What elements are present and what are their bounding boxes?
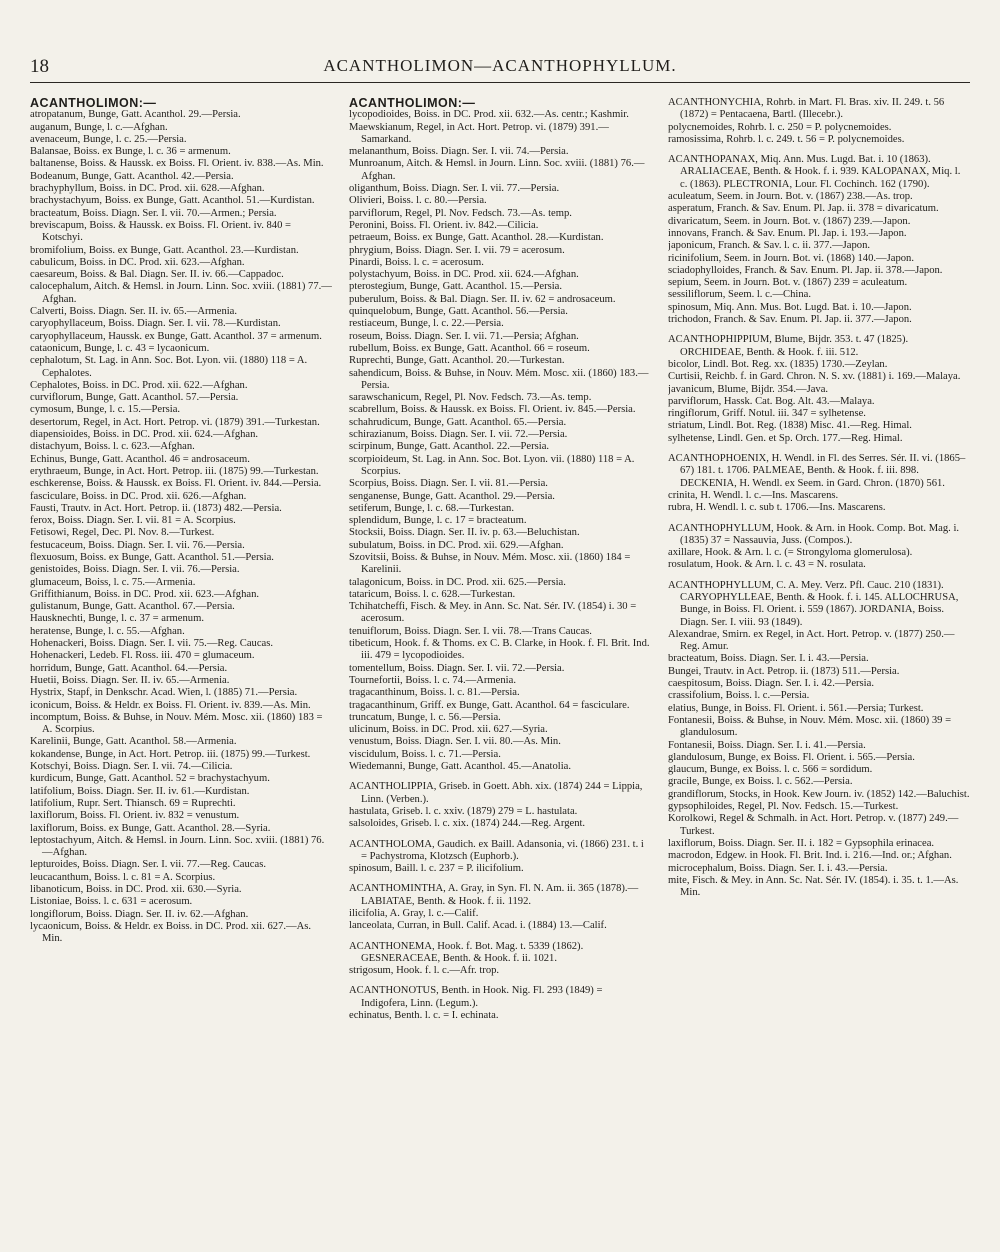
index-entry: polycnemoides, Rohrb. l. c. 250 = P. polycnemoides. xyxy=(668,121,892,133)
index-entry: Listoniae, Boiss. l. c. 631 = acerosum. xyxy=(30,896,193,908)
index-entry: quinquelobum, Bunge, Gatt. Acanthol. 56.—Persia. xyxy=(349,306,568,318)
index-entry: tragacanthinum, Boiss. l. c. 81.—Persia. xyxy=(349,687,520,699)
index-entry: axillare, Hook. & Arn. l. c. (= Strongyloma glomerulosa). xyxy=(668,547,913,559)
index-entry: grandiflorum, Stocks, in Hook. Kew Journ. iv. (1852) 142.—Baluchist. xyxy=(668,788,970,800)
index-entry: Fontanesii, Boiss. Diagn. Ser. I. i. 41.—Persia. xyxy=(668,739,866,751)
index-entry: laxiflorum, Boiss. Diagn. Ser. II. i. 182 = Gypsophila erinacea. xyxy=(668,837,935,849)
index-entry: Cephalotes, Boiss. in DC. Prod. xii. 622.—Afghan. xyxy=(30,379,248,391)
index-entry: fasciculare, Boiss. in DC. Prod. xii. 626.—Afghan. xyxy=(30,490,247,502)
index-entry: Olivieri, Boiss. l. c. 80.—Persia. xyxy=(349,195,487,207)
index-entry: tataricum, Boiss. l. c. 628.—Turkestan. xyxy=(349,588,516,600)
index-entry: sahendicum, Boiss. & Buhse, in Nouv. Mém. Mosc. xii. (1860) 183.—Persia. xyxy=(349,367,649,391)
index-entry: Calverti, Boiss. Diagn. Ser. II. iv. 65.—Armenia. xyxy=(30,306,238,318)
index-entry: tomentellum, Boiss. Diagn. Ser. I. vii. 72.—Persia. xyxy=(349,662,565,674)
index-entry: tibeticum, Hook. f. & Thoms. ex C. B. Clarke, in Hook. f. Fl. Brit. Ind. iii. 479 = lycopodioides. xyxy=(349,638,650,662)
index-entry: spinosum, Baill. l. c. 237 = P. ilicifolium. xyxy=(349,863,524,875)
index-entry: desertorum, Regel, in Act. Hort. Petrop. vi. (1879) 391.—Turkestan. xyxy=(30,416,320,428)
index-entry: Huetii, Boiss. Diagn. Ser. II. iv. 65.—Armenia. xyxy=(30,674,230,686)
index-entry: japonicum, Franch. & Sav. l. c. ii. 377.—Japon. xyxy=(668,240,871,252)
index-entry: polystachyum, Boiss. in DC. Prod. xii. 624.—Afghan. xyxy=(349,269,579,281)
index-entry: ferox, Boiss. Diagn. Ser. I. vii. 81 = A. Scorpius. xyxy=(30,515,236,527)
genus-entry: ACANTHONYCHIA, Rohrb. in Mart. Fl. Bras. xiv. II. 249. t. 56 (1872) = Pentacaena, Bartl. (Illecebr.). xyxy=(668,97,945,121)
index-entry: Stocksii, Boiss. Diagn. Ser. II. iv. p. 63.—Beluchistan. xyxy=(349,527,580,539)
index-entry: kokandense, Bunge, in Act. Hort. Petrop. iii. (1875) 99.—Turkest. xyxy=(30,748,311,760)
index-entry: splendidum, Bunge, l. c. 17 = bracteatum. xyxy=(349,515,527,527)
index-entry: roseum, Boiss. Diagn. Ser. I. vii. 71.—Persia; Afghan. xyxy=(349,330,579,342)
index-entry: sarawschanicum, Regel, Pl. Nov. Fedsch. 73.—As. temp. xyxy=(349,392,592,404)
index-entry: salsoloides, Griseb. l. c. xix. (1874) 244.—Reg. Argent. xyxy=(349,818,586,830)
index-entry: sepium, Seem. in Journ. Bot. v. (1867) 239 = aculeatum. xyxy=(668,277,908,289)
index-entry: Echinus, Bunge, Gatt. Acanthol. 46 = androsaceum. xyxy=(30,453,250,465)
genus-entry: ACANTHOLOMA, Gaudich. ex Baill. Adansonia, vi. (1866) 231. t. i = Pachystroma, Klotzsch (Euphorb.). xyxy=(349,838,644,862)
index-entry: leucacanthum, Boiss. l. c. 81 = A. Scorpius. xyxy=(30,871,216,883)
index-entry: tragacanthinum, Griff. ex Bunge, Gatt. Acanthol. 64 = fasciculare. xyxy=(349,699,630,711)
index-entry: bromifolium, Boiss. ex Bunge, Gatt. Acanthol. 23.—Kurdistan. xyxy=(30,244,299,256)
index-entry: bracteatum, Boiss. Diagn. Ser. I. vii. 70.—Armen.; Persia. xyxy=(30,207,277,219)
index-entry: Curtisii, Reichb. f. in Gard. Chron. N. S. xv. (1881) i. 169.—Malaya. xyxy=(668,371,961,383)
index-entry: Peronini, Boiss. Fl. Orient. iv. 842.—Cilicia. xyxy=(349,219,539,231)
index-entry: incomptum, Boiss. & Buhse, in Nouv. Mém. Mosc. xii. (1860) 183 = A. Scorpius. xyxy=(30,711,323,736)
index-entry: laxiflorum, Boiss. ex Bunge, Gatt. Acanthol. 28.—Syria. xyxy=(30,822,271,834)
index-entry: Bungei, Trautv. in Act. Petrop. ii. (1873) 511.—Persia. xyxy=(668,665,900,677)
index-entry: sciadophylloides, Franch. & Sav. Enum. Pl. Jap. ii. 378.—Japon. xyxy=(668,264,943,276)
index-entry: Hohenackeri, Boiss. Diagn. Ser. I. vii. 75.—Reg. Caucas. xyxy=(30,638,274,650)
index-entry: caryophyllaceum, Haussk. ex Bunge, Gatt. Acanthol. 37 = armenum. xyxy=(30,330,322,342)
index-entry: asperatum, Franch. & Sav. Enum. Pl. Jap. ii. 378 = divaricatum. xyxy=(668,203,939,215)
index-entry: phrygium, Boiss. Diagn. Ser. I. vii. 79 = acerosum. xyxy=(349,244,565,256)
index-entry: echinatus, Benth. l. c. = I. echinata. xyxy=(349,1010,499,1022)
index-entry: cymosum, Bunge, l. c. 15.—Persia. xyxy=(30,404,181,416)
index-entry: Hausknechti, Bunge, l. c. 37 = armenum. xyxy=(30,613,204,625)
index-entry: pterostegium, Bunge, Gatt. Acanthol. 15.—Persia. xyxy=(349,281,563,293)
index-entry: Fontanesii, Boiss. & Buhse, in Nouv. Mém. Mosc. xii. (1860) 39 = glandulosum. xyxy=(668,714,952,739)
index-entry: ilicifolia, A. Gray, l. c.—Calif. xyxy=(349,908,479,919)
index-entry: sessiliflorum, Seem. l. c.—China. xyxy=(668,289,812,301)
genus-heading: ACANTHOLIMON:— xyxy=(30,97,157,110)
index-entry: hastulata, Griseb. l. c. xxiv. (1879) 279 = L. hastulata. xyxy=(349,805,578,817)
index-entry: subulatum, Boiss. in DC. Prod. xii. 629.—Afghan. xyxy=(349,539,564,551)
index-entry: javanicum, Blume, Bijdr. 354.—Java. xyxy=(668,383,829,395)
index-entry: striatum, Lindl. Bot. Reg. (1838) Misc. 41.—Reg. Himal. xyxy=(668,420,912,432)
page-number: 18 xyxy=(30,56,49,77)
genus-heading: ACANTHOLIMON:— xyxy=(349,97,476,110)
index-entry: Balansae, Boiss. ex Bunge, l. c. 36 = armenum. xyxy=(30,146,231,158)
index-entry: Griffithianum, Boiss. in DC. Prod. xii. 623.—Afghan. xyxy=(30,588,260,600)
index-entry: heratense, Bunge, l. c. 55.—Afghan. xyxy=(30,625,185,637)
index-entry: gypsophiloides, Regel, Pl. Nov. Fedsch. 15.—Turkest. xyxy=(668,801,899,813)
index-entry: longiflorum, Boiss. Diagn. Ser. II. iv. 62.—Afghan. xyxy=(30,908,249,920)
index-entry: Szovitsii, Boiss. & Buhse, in Nouv. Mém. Mosc. xii. (1860) 184 = Karelinii. xyxy=(349,551,631,576)
index-entry: ricinifolium, Seem. in Journ. Bot. vi. (1868) 140.—Japon. xyxy=(668,252,914,264)
column-left xyxy=(30,97,332,1252)
index-entry: tenuiflorum, Boiss. Diagn. Ser. I. vii. 78.—Trans Caucas. xyxy=(349,625,592,637)
index-entry: Hystrix, Stapf, in Denkschr. Acad. Wien, l. (1885) 71.—Persia. xyxy=(30,687,298,699)
index-entry: aculeatum, Seem. in Journ. Bot. v. (1867) 238.—As. trop. xyxy=(668,191,913,203)
index-entry: venustum, Boiss. Diagn. Ser. I. vii. 80.—As. Min. xyxy=(349,736,561,748)
index-entry: parviflorum, Hassk. Cat. Bog. Alt. 43.—Malaya. xyxy=(668,395,875,407)
index-entry: Tchihatcheffi, Fisch. & Mey. in Ann. Sc. Nat. Sér. IV. (1854) i. 30 = acerosum. xyxy=(349,601,637,625)
index-entry: caryophyllaceum, Boiss. Diagn. Ser. I. vii. 78.—Kurdistan. xyxy=(30,318,281,330)
index-entry: Pinardi, Boiss. l. c. = acerosum. xyxy=(349,256,484,268)
index-entry: calocephalum, Aitch. & Hemsl. in Journ. Linn. Soc. xviii. (1881) 77.—Afghan. xyxy=(30,281,332,305)
index-entry: avenaceum, Bunge, l. c. 25.—Persia. xyxy=(30,133,187,145)
index-entry: petraeum, Boiss. ex Bunge, Gatt. Acanthol. 28.—Kurdistan. xyxy=(349,232,604,244)
index-entry: diapensioides, Boiss. in DC. Prod. xii. 624.—Afghan. xyxy=(30,429,259,441)
running-title: ACANTHOLIMON—ACANTHOPHYLLUM. xyxy=(323,56,677,75)
index-entry: truncatum, Bunge, l. c. 56.—Persia. xyxy=(349,711,501,723)
genus-entry: ACANTHONEMA, Hook. f. Bot. Mag. t. 5339 (1862). GESNERACEAE, Benth. & Hook. f. ii. 1021. xyxy=(349,940,584,964)
genus-entry: ACANTHOPHOENIX, H. Wendl. in Fl. des Serres. Sér. II. vi. (1865–67) 181. t. 1706. PALMEAE, Benth. & Hook. f. iii. 898. DECKENIA, H. Wendl. ex Seem. in Gard. Chron. (1870) 561. xyxy=(668,453,966,489)
index-entry: brachyphyllum, Boiss. in DC. Prod. xii. 628.—Afghan. xyxy=(30,183,265,195)
genus-entry: ACANTHOPANAX, Miq. Ann. Mus. Lugd. Bat. i. 10 (1863). ARALIACEAE, Benth. & Hook. f. i. 939. KALOPANAX, Miq. l. c. (1863). PLECTRONIA, Lour. Fl. Cochinch. 162 (1790). xyxy=(668,154,961,190)
index-entry: latifolium, Boiss. Diagn. Ser. II. iv. 61.—Kurdistan. xyxy=(30,785,250,797)
index-entry: viscidulum, Boiss. l. c. 71.—Persia. xyxy=(349,748,501,760)
column-right xyxy=(668,97,970,1252)
index-entry: distachyum, Boiss. l. c. 623.—Afghan. xyxy=(30,441,195,453)
index-entry: senganense, Bunge, Gatt. Acanthol. 29.—Persia. xyxy=(349,490,555,502)
index-entry: caespitosum, Boiss. Diagn. Ser. I. i. 42.—Persia. xyxy=(668,678,874,690)
index-entry: Scorpius, Boiss. Diagn. Ser. I. vii. 81.—Persia. xyxy=(349,478,548,490)
index-entry: parviflorum, Regel, Pl. Nov. Fedsch. 73.—As. temp. xyxy=(349,207,572,219)
index-entry: baltanense, Boiss. & Haussk. ex Boiss. Fl. Orient. iv. 838.—As. Min. xyxy=(30,158,324,170)
genus-entry: ACANTHOPHIPPIUM, Blume, Bijdr. 353. t. 47 (1825). ORCHIDEAE, Benth. & Hook. f. iii. 512. xyxy=(668,334,909,358)
index-entry: bicolor, Lindl. Bot. Reg. xx. (1835) 1730.—Zeylan. xyxy=(668,358,888,370)
index-entry: talagonicum, Boiss. in DC. Prod. xii. 625.—Persia. xyxy=(349,576,566,588)
index-entry: spinosum, Miq. Ann. Mus. Bot. Lugd. Bat. i. 10.—Japon. xyxy=(668,301,912,313)
genus-entry: ACANTHOLIPPIA, Griseb. in Goett. Abh. xix. (1874) 244 = Lippia, Linn. (Verben.). xyxy=(349,781,643,805)
index-entry: scirpinum, Bunge, Gatt. Acanthol. 22.—Persia. xyxy=(349,441,550,453)
index-entry: macrodon, Edgew. in Hook. Fl. Brit. Ind. i. 216.—Ind. or.; Afghan. xyxy=(668,850,952,862)
index-entry: auganum, Bunge, l. c.—Afghan. xyxy=(30,121,168,133)
index-entry: Tournefortii, Boiss. l. c. 74.—Armenia. xyxy=(349,674,516,686)
genus-entry: ACANTHOPHYLLUM, C. A. Mey. Verz. Pfl. Cauc. 210 (1831). CARYOPHYLLEAE, Benth. & Hook. f. i. 145. ALLOCHRUSA, Bunge, in Boiss. Fl. Orient. i. 559 (1867). JORDANIA, Boiss. Diagn. Ser. I. viii. 93 (1849). xyxy=(668,579,959,628)
index-entry: kurdicum, Bunge, Gatt. Acanthol. 52 = brachystachyum. xyxy=(30,773,270,785)
index-entry: Hohenackeri, Ledeb. Fl. Ross. iii. 470 = glumaceum. xyxy=(30,650,255,662)
index-entry: setiferum, Bunge, l. c. 68.—Turkestan. xyxy=(349,502,514,514)
index-entry: Kotschyi, Boiss. Diagn. Ser. I. vii. 74.—Cilicia. xyxy=(30,761,233,773)
index-entry: lycaonicum, Boiss. & Heldr. ex Boiss. in DC. Prod. xii. 627.—As. Min. xyxy=(30,920,312,945)
index-entry: glumaceum, Boiss, l. c. 75.—Armenia. xyxy=(30,576,196,588)
index-entry: flexuosum, Boiss. ex Bunge, Gatt. Acanthol. 51.—Persia. xyxy=(30,551,274,563)
index-entry: Alexandrae, Smirn. ex Regel, in Act. Hort. Petrop. v. (1877) 250.—Reg. Amur. xyxy=(668,628,955,653)
index-entry: schirazianum, Boiss. Diagn. Ser. I. vii. 72.—Persia. xyxy=(349,429,568,441)
index-entry: erythraeum, Bunge, in Act. Hort. Petrop. iii. (1875) 99.—Turkestan. xyxy=(30,465,319,477)
index-entry: Karelinii, Bunge, Gatt. Acanthol. 58.—Armenia. xyxy=(30,736,237,748)
index-entry: brachystachyum, Boiss. ex Bunge, Gatt. Acanthol. 51.—Kurdistan. xyxy=(30,195,315,207)
index-entry: Fausti, Trautv. in Act. Hort. Petrop. ii. (1873) 482.—Persia. xyxy=(30,502,282,514)
index-entry: scabrellum, Boiss. & Haussk. ex Boiss. Fl. Orient. iv. 845.—Persia. xyxy=(349,404,636,416)
index-entry: schahrudicum, Bunge, Gatt. Acanthol. 65.—Persia. xyxy=(349,416,567,428)
index-entry: cephalotum, St. Lag. in Ann. Soc. Bot. Lyon. vii. (1880) 118 = A. Cephalotes. xyxy=(30,355,308,379)
index-entry: breviscapum, Boiss. & Haussk. ex Boiss. Fl. Orient. iv. 840 = Kotschyi. xyxy=(30,219,291,244)
index-entry: crassifolium, Boiss. l. c.—Persia. xyxy=(668,690,810,702)
index-entry: festucaceum, Boiss. Diagn. Ser. I. vii. 76.—Persia. xyxy=(30,539,245,551)
index-entry: rubra, H. Wendl. l. c. sub t. 1706.—Ins. Mascarens. xyxy=(668,502,886,514)
column-middle xyxy=(349,97,651,1252)
index-entry: atropatanum, Bunge, Gatt. Acanthol. 29.—Persia. xyxy=(30,109,241,121)
index-entry: sylhetense, Lindl. Gen. et Sp. Orch. 177.—Reg. Himal. xyxy=(668,432,903,444)
index-entry: restiaceum, Bunge, l. c. 22.—Persia. xyxy=(349,318,504,330)
genus-entry: ACANTHOMINTHA, A. Gray, in Syn. Fl. N. Am. ii. 365 (1878).—LABIATAE, Benth. & Hook. f. ii. 1192. xyxy=(349,883,639,907)
index-entry: lepturoides, Boiss. Diagn. Ser. I. vii. 77.—Reg. Caucas. xyxy=(30,859,266,871)
index-entry: Fetisowi, Regel, Dec. Pl. Nov. 8.—Turkest. xyxy=(30,527,215,539)
index-entry: divaricatum, Seem. in Journ. Bot. v. (1867) 239.—Japon. xyxy=(668,215,911,227)
index-entry: eschkerense, Boiss. & Haussk. ex Boiss. Fl. Orient. iv. 844.—Persia. xyxy=(30,478,322,490)
index-entry: libanoticum, Boiss. in DC. Prod. xii. 630.—Syria. xyxy=(30,884,242,895)
index-entry: gracile, Bunge, ex Boiss. l. c. 562.—Persia. xyxy=(668,776,853,788)
running-head xyxy=(30,52,970,83)
index-entry: curviflorum, Bunge, Gatt. Acanthol. 57.—Persia. xyxy=(30,392,239,404)
index-entry: rosulatum, Hook. & Arn. l. c. 43 = N. rosulata. xyxy=(668,559,866,571)
columns xyxy=(30,97,970,1252)
index-entry: laxiflorum, Boiss. Fl. Orient. iv. 832 = venustum. xyxy=(30,810,240,822)
index-entry: scorpioideum, St. Lag. in Ann. Soc. Bot. Lyon. vii. (1880) 118 = A. Scorpius. xyxy=(349,453,635,477)
index-entry: lycopodioides, Boiss. in DC. Prod. xii. 632.—As. centr.; Kashmir. xyxy=(349,109,629,121)
index-entry: ramosissima, Rohrb. l. c. 249. t. 56 = P. polycnemoides. xyxy=(668,133,905,145)
index-entry: microcephalum, Boiss. Diagn. Ser. I. i. 43.—Persia. xyxy=(668,862,888,874)
index-entry: Maewskianum, Regel, in Act. Hort. Petrop. vi. (1879) 391.—Samarkand. xyxy=(349,121,609,145)
index-entry: gulistanum, Bunge, Gatt. Acanthol. 67.—Persia. xyxy=(30,601,235,613)
index-entry: cataonicum, Bunge, l. c. 43 = lycaonicum. xyxy=(30,342,210,354)
index-entry: strigosum, Hook. f. l. c.—Afr. trop. xyxy=(349,965,500,977)
index-entry: melananthum, Boiss. Diagn. Ser. I. vii. 74.—Persia. xyxy=(349,146,569,158)
index-entry: Wiedemanni, Bunge, Gatt. Acanthol. 45.—Anatolia. xyxy=(349,761,571,773)
index-entry: oliganthum, Boiss. Diagn. Ser. I. vii. 77.—Persia. xyxy=(349,183,560,195)
index-entry: Bodeanum, Bunge, Gatt. Acanthol. 42.—Persia. xyxy=(30,170,234,182)
index-entry: rubellum, Boiss. ex Bunge, Gatt. Acanthol. 66 = roseum. xyxy=(349,342,590,354)
index-entry: glaucum, Bunge, ex Boiss. l. c. 566 = sordidum. xyxy=(668,764,873,776)
index-entry: crinita, H. Wendl. l. c.—Ins. Mascarens. xyxy=(668,489,839,501)
index-entry: genistoides, Boiss. Diagn. Ser. I. vii. 76.—Persia. xyxy=(30,564,240,576)
index-entry: latifolium, Rupr. Sert. Thiansch. 69 = Ruprechti. xyxy=(30,797,236,809)
index-entry: ringiflorum, Griff. Notul. iii. 347 = sylhetense. xyxy=(668,408,866,420)
index-entry: trichodon, Franch. & Sav. Enum. Pl. Jap. ii. 377.—Japon. xyxy=(668,314,912,326)
index-entry: caesareum, Boiss. & Bal. Diagn. Ser. II. iv. 66.—Cappadoc. xyxy=(30,269,284,281)
index-entry: Ruprechti, Bunge, Gatt. Acanthol. 20.—Turkestan. xyxy=(349,355,565,367)
index-entry: iconicum, Boiss. & Heldr. ex Boiss. Fl. Orient. iv. 839.—As. Min. xyxy=(30,699,311,711)
index-entry: elatius, Bunge, in Boiss. Fl. Orient. i. 561.—Persia; Turkest. xyxy=(668,702,924,714)
index-entry: bracteatum, Boiss. Diagn. Ser. I. i. 43.—Persia. xyxy=(668,653,869,665)
index-entry: glandulosum, Bunge, ex Boiss. Fl. Orient. i. 565.—Persia. xyxy=(668,751,915,763)
index-entry: Munroanum, Aitch. & Hemsl. in Journ. Linn. Soc. xviii. (1881) 76.—Afghan. xyxy=(349,158,645,182)
index-entry: horridum, Bunge, Gatt. Acanthol. 64.—Persia. xyxy=(30,662,228,674)
index-entry: ulicinum, Boiss. in DC. Prod. xii. 627.—Syria. xyxy=(349,724,548,736)
index-entry: innovans, Franch. & Sav. Enum. Pl. Jap. i. 193.—Japon. xyxy=(668,227,907,239)
index-entry: mite, Fisch. & Mey. in Ann. Sc. Nat. Sér. IV. (1854). i. 35. t. 1.—As. Min. xyxy=(668,874,959,899)
index-entry: lanceolata, Curran, in Bull. Calif. Acad. i. (1884) 13.—Calif. xyxy=(349,920,607,932)
index-entry: Korolkowi, Regel & Schmalh. in Act. Hort. Petrop. v. (1877) 249.—Turkest. xyxy=(668,813,959,837)
genus-entry: ACANTHONOTUS, Benth. in Hook. Nig. Fl. 293 (1849) = Indigofera, Linn. (Legum.). xyxy=(349,985,603,1009)
index-entry: leptostachyum, Aitch. & Hemsl. in Journ. Linn. Soc. xviii. (1881) 76.—Afghan. xyxy=(30,834,325,859)
index-entry: puberulum, Boiss. & Bal. Diagn. Ser. II. iv. 62 = androsaceum. xyxy=(349,293,616,305)
genus-entry: ACANTHOPHYLLUM, Hook. & Arn. in Hook. Comp. Bot. Mag. i. (1835) 37 = Nassauvia, Juss. (Compos.). xyxy=(668,522,960,546)
index-entry: cabulicum, Boiss. in DC. Prod. xii. 623.—Afghan. xyxy=(30,256,245,268)
